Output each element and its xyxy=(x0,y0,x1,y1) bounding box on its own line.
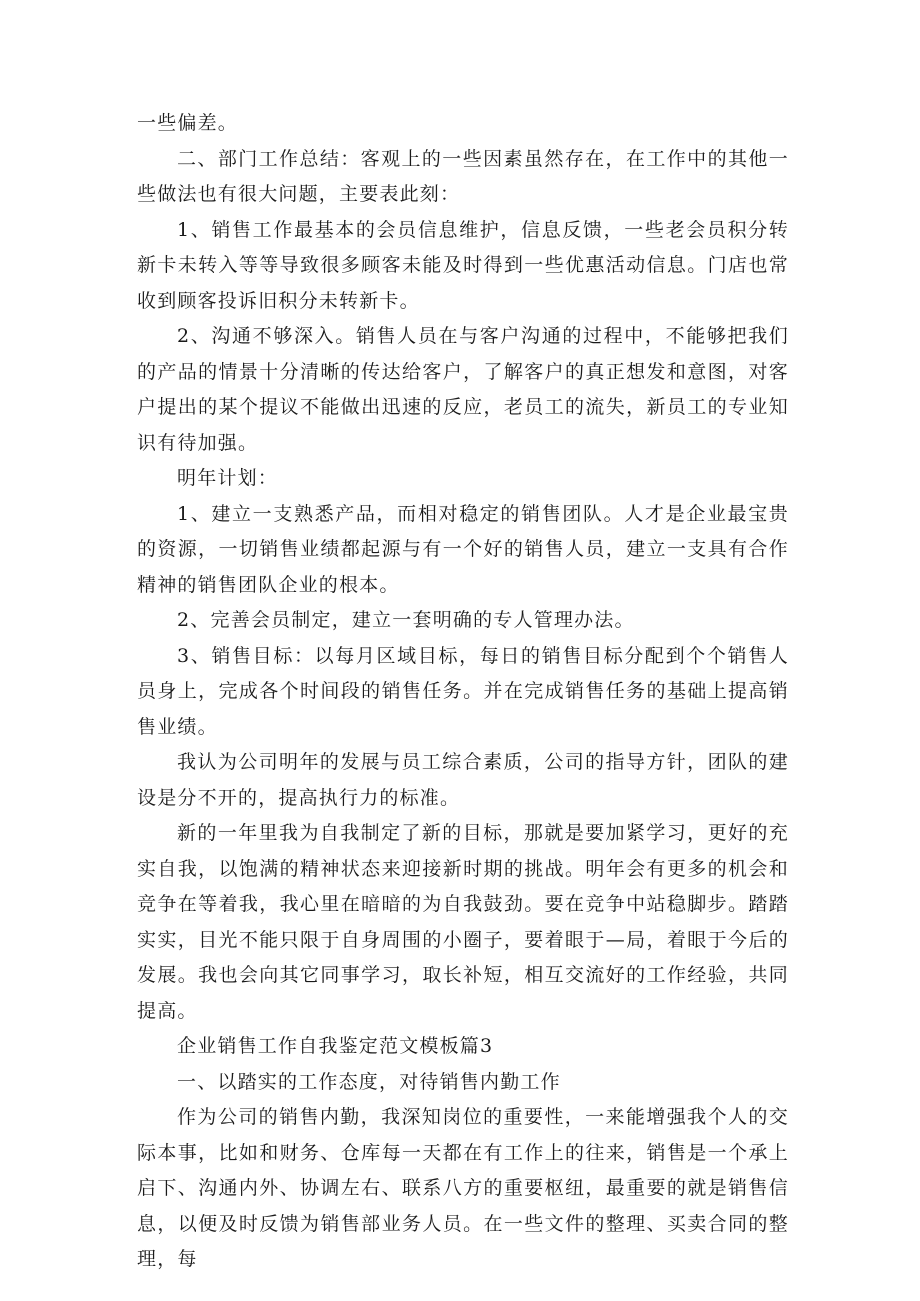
paragraph-item: 1、销售工作最基本的会员信息维护，信息反馈，一些老会员积分转新卡未转入等等导致很多顾客未能及时得到一些优惠活动信息。门店也常收到顾客投诉旧积分未转新卡。 xyxy=(137,218,789,312)
paragraph: 新的一年里我为自我制定了新的目标，那就是要加紧学习，更好的充实自我，以饱满的精神状态来迎接新时期的挑战。明年会有更多的机会和竞争在等着我，我心里在暗暗的为自我鼓劲。要在竞争中站稳脚步。踏踏实实，目光不能只限于自身周围的小圈子，要着眼于—局，着眼于今后的发展。我也会向其它同事学习，取长补短，相互交流好的工作经验，共同提高。 xyxy=(137,822,789,1022)
paragraph-article-title: 企业销售工作自我鉴定范文模板篇3 xyxy=(177,1035,494,1057)
document-body xyxy=(137,106,789,1278)
paragraph-item: 3、销售目标：以每月区域目标，每日的销售目标分配到个个销售人员身上，完成各个时间段的销售任务。并在完成销售任务的基础上提高销售业绩。 xyxy=(137,644,789,738)
paragraph-continuation: 一些偏差。 xyxy=(137,112,239,134)
paragraph-section-heading: 一、以踏实的工作态度，对待销售内勤工作 xyxy=(177,1070,561,1093)
paragraph-item: 2、沟通不够深入。销售人员在与客户沟通的过程中，不能够把我们的产品的情景十分清晰的传达给客户，了解客户的真正想发和意图，对客户提出的某个提议不能做出迅速的反应，老员工的流失，新员工的专业知识有待加强。 xyxy=(137,325,789,454)
paragraph-item: 2、完善会员制定，建立一套明确的专人管理办法。 xyxy=(177,609,635,631)
paragraph: 作为公司的销售内勤，我深知岗位的重要性，一来能增强我个人的交际本事，比如和财务、仓库每一天都在有工作上的往来，销售是一个承上启下、沟通内外、协调左右、联系八方的重要枢纽，最重要的就是销售信息，以便及时反馈为销售部业务人员。在一些文件的整理、买卖合同的整理，每 xyxy=(137,1106,789,1270)
paragraph-subheading: 明年计划： xyxy=(177,467,279,489)
paragraph: 我认为公司明年的发展与员工综合素质，公司的指导方针，团队的建设是分不开的，提高执行力的标准。 xyxy=(137,751,789,809)
paragraph-item: 1、建立一支熟悉产品，而相对稳定的销售团队。人才是企业最宝贵的资源，一切销售业绩都起源与有一个好的销售人员，建立一支具有合作精神的销售团队企业的根本。 xyxy=(137,502,789,596)
paragraph-section-heading: 二、部门工作总结：客观上的一些因素虽然存在，在工作中的其他一些做法也有很大问题，主要表此刻： xyxy=(137,147,789,205)
